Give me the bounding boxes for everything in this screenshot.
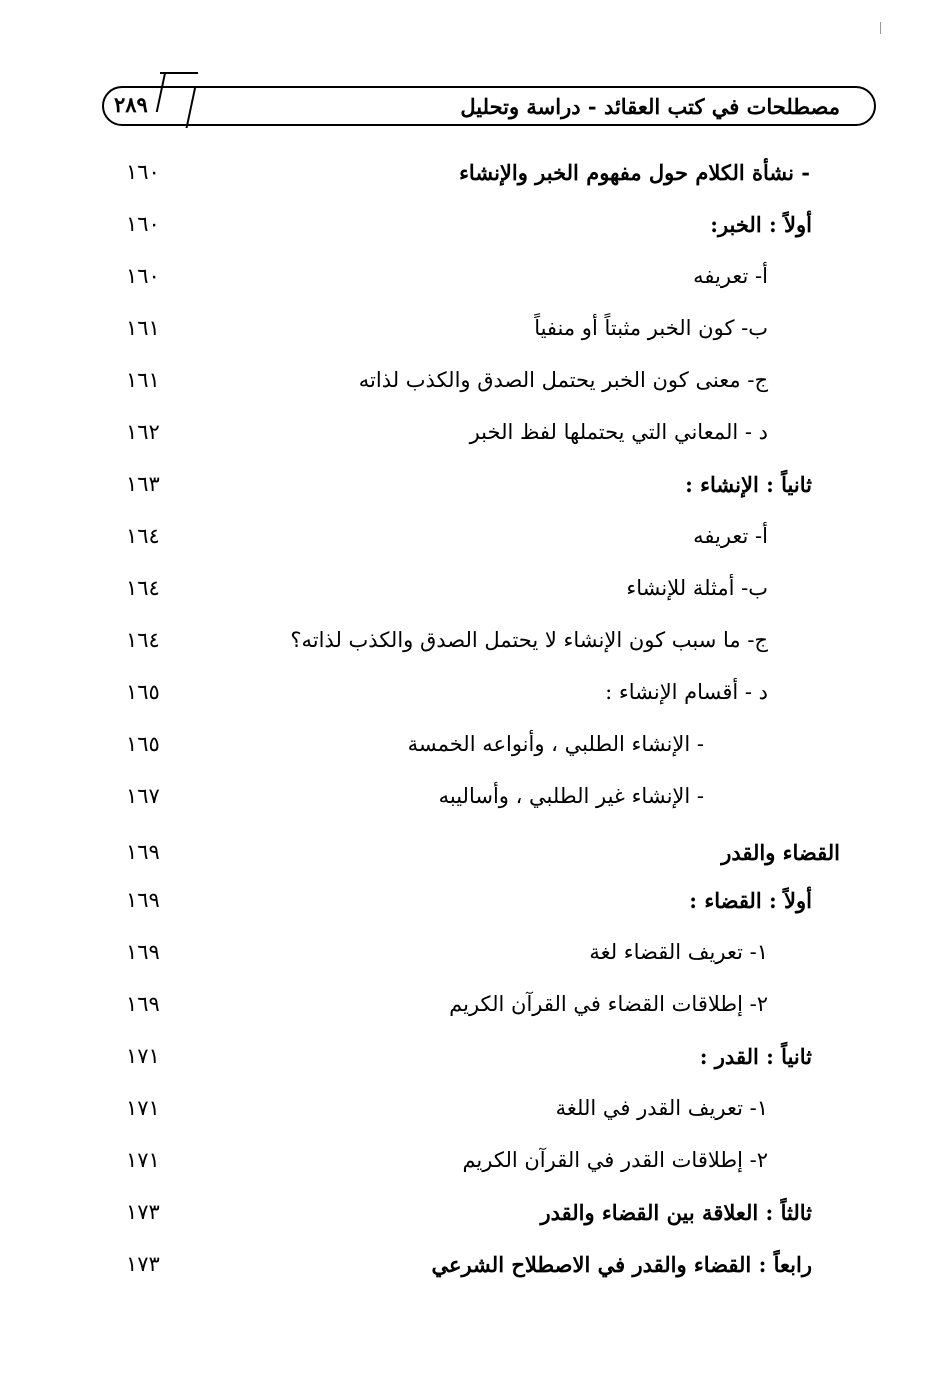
toc-entry-label: - الإنشاء الطلبي ، وأنواعه الخمسة [407, 732, 704, 756]
toc-row [100, 884, 840, 924]
toc-page-number: ١٦٩ [126, 888, 160, 912]
toc-page-number: ١٦٤ [126, 576, 160, 600]
toc-entry-label: ب- أمثلة للإنشاء [626, 576, 768, 600]
toc-page-number: ١٧٣ [126, 1200, 160, 1224]
toc-page-number: ١٦٧ [126, 784, 160, 808]
running-header [102, 86, 876, 126]
toc-entry-label: - الإنشاء غير الطلبي ، وأساليبه [438, 784, 704, 808]
toc-page-number: ١٧١ [126, 1148, 160, 1172]
toc-row [100, 260, 840, 300]
toc-entry-label: ثانياً : القدر : [699, 1044, 812, 1069]
toc-page-number: ١٦٣ [126, 472, 160, 496]
toc-entry-label: ثالثاً : العلاقة بين القضاء والقدر [540, 1200, 812, 1225]
margin-mark [880, 22, 881, 34]
toc-entry-label: ٢- إطلاقات القدر في القرآن الكريم [462, 1148, 768, 1172]
toc-row [100, 1248, 840, 1288]
toc-entry-label: ج- معنى كون الخبر يحتمل الصدق والكذب لذاته [358, 368, 768, 392]
toc-row [100, 936, 840, 976]
toc-page-number: ١٦٩ [126, 940, 160, 964]
toc-page-number: ١٦٥ [126, 680, 160, 704]
toc-page-number: ١٦٠ [126, 160, 160, 184]
toc-entry-label: القضاء والقدر [721, 840, 840, 865]
toc-page-number: ١٦٤ [126, 524, 160, 548]
toc-row [100, 156, 840, 196]
toc-row [100, 1092, 840, 1132]
toc-row [100, 780, 840, 820]
toc-row [100, 624, 840, 664]
toc-page-number: ١٦١ [126, 368, 160, 392]
toc-row [100, 1040, 840, 1080]
toc-entry-label: ٢- إطلاقات القضاء في القرآن الكريم [449, 992, 768, 1016]
toc-row [100, 836, 840, 876]
toc-entry-label: ب- كون الخبر مثبتاً أو منفياً [534, 316, 768, 340]
toc-entry-label: - نشأة الكلام حول مفهوم الخبر والإنشاء [459, 160, 810, 185]
toc-row [100, 1144, 840, 1184]
page-number: ٢٨٩ [114, 92, 148, 117]
toc-entry-label: د - المعاني التي يحتملها لفظ الخبر [469, 420, 768, 444]
toc-page-number: ١٧١ [126, 1096, 160, 1120]
toc-page-number: ١٦٢ [126, 420, 160, 444]
toc-page-number: ١٦٤ [126, 628, 160, 652]
toc-page-number: ١٧١ [126, 1044, 160, 1068]
toc-entry-label: ١- تعريف القدر في اللغة [555, 1096, 768, 1120]
toc-page-number: ١٦٥ [126, 732, 160, 756]
toc-page-number: ١٧٣ [126, 1252, 160, 1276]
toc-page-number: ١٦١ [126, 316, 160, 340]
toc-row [100, 572, 840, 612]
toc-row [100, 988, 840, 1028]
toc-page-number: ١٦٠ [126, 264, 160, 288]
toc-entry-label: د - أقسام الإنشاء : [605, 680, 768, 704]
toc-page-number: ١٦٩ [126, 992, 160, 1016]
toc-entry-label: أ- تعريفه [693, 264, 768, 288]
toc-page-number: ١٦٠ [126, 212, 160, 236]
header-title: مصطلحات في كتب العقائد - دراسة وتحليل [460, 94, 840, 119]
toc-entry-label: أولاً : الخبر: [710, 212, 812, 237]
toc-row [100, 728, 840, 768]
toc-page-number: ١٦٩ [126, 840, 160, 864]
toc-row [100, 1196, 840, 1236]
toc-entry-label: ١- تعريف القضاء لغة [589, 940, 768, 964]
toc-entry-label: ج- ما سبب كون الإنشاء لا يحتمل الصدق والكذب لذاته؟ [290, 628, 768, 652]
toc-entry-label: ثانياً : الإنشاء : [685, 472, 812, 497]
toc-row [100, 364, 840, 404]
toc-row [100, 208, 840, 248]
toc-entry-label: رابعاً : القضاء والقدر في الاصطلاح الشرعي [431, 1252, 812, 1277]
toc-row [100, 676, 840, 716]
toc-entry-label: أولاً : القضاء : [689, 888, 812, 913]
toc-entry-label: أ- تعريفه [693, 524, 768, 548]
toc-row [100, 416, 840, 456]
toc-row [100, 520, 840, 560]
toc-row [100, 312, 840, 352]
toc-row [100, 468, 840, 508]
